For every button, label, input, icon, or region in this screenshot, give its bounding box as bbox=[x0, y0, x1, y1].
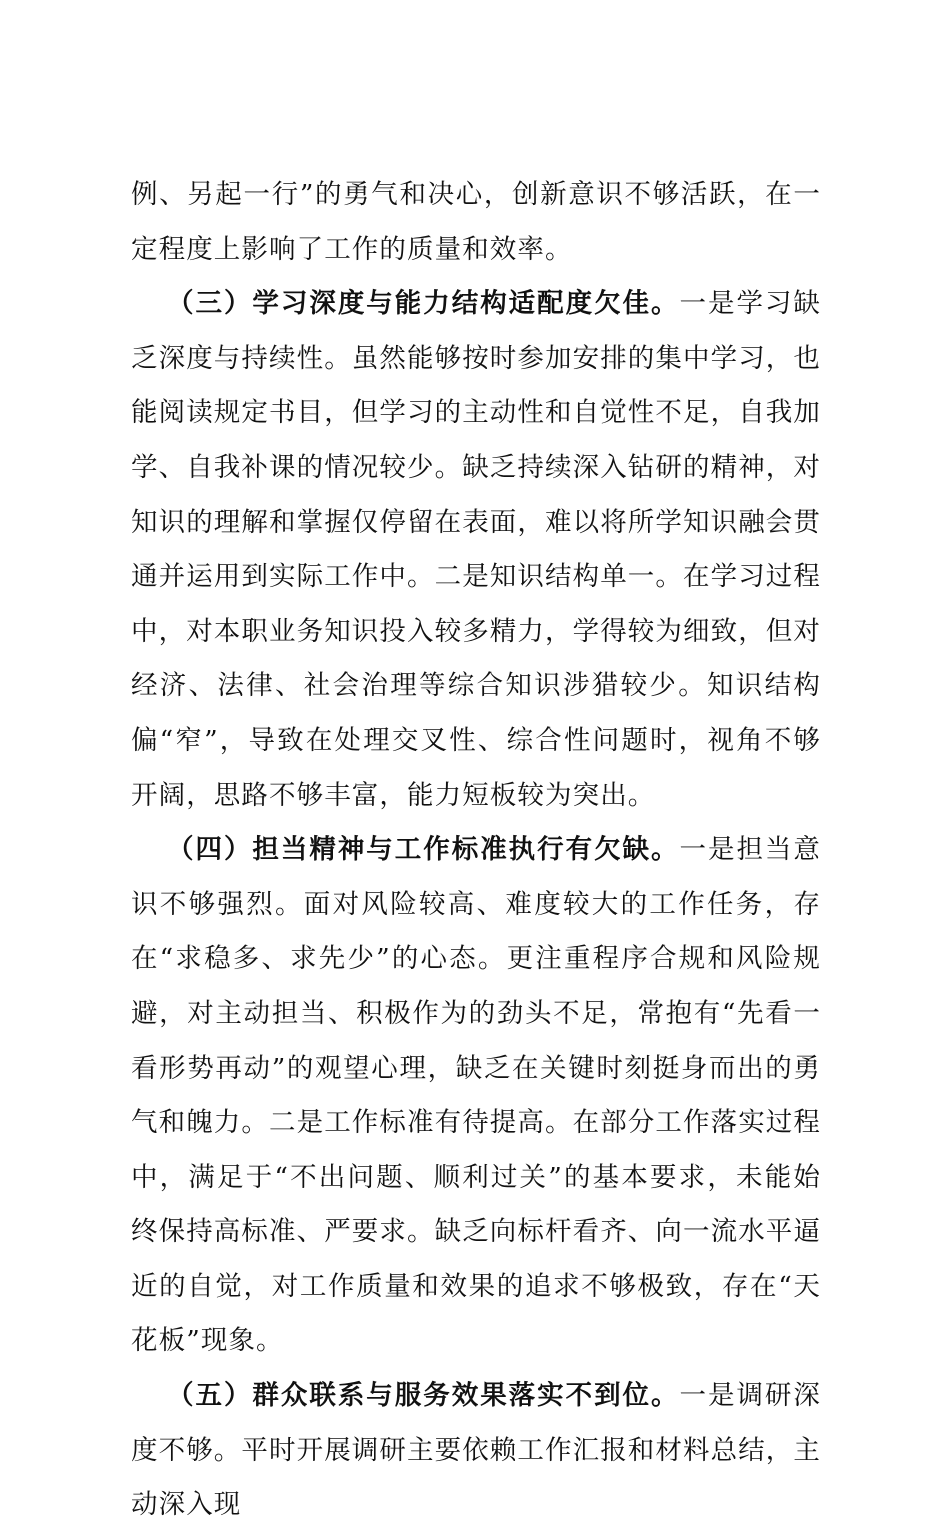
paragraph-continuation bbox=[131, 168, 821, 277]
section-heading: （五）群众联系与服务效果落实不到位。 bbox=[167, 1380, 680, 1412]
paragraph-section-3 bbox=[131, 277, 821, 823]
section-heading: （四）担当精神与工作标准执行有欠缺。 bbox=[167, 834, 680, 866]
document-body bbox=[131, 168, 821, 1533]
paragraph-body: 例、另起一行”的勇气和决心，创新意识不够活跃，在一定程度上影响了工作的质量和效率。 bbox=[131, 179, 821, 265]
paragraph-body: 一是学习缺乏深度与持续性。虽然能够按时参加安排的集中学习，也能阅读规定书目，但学习的主动性和自觉性不足，自我加学、自我补课的情况较少。缺乏持续深入钻研的精神，对知识的理解和掌握仅停留在表面，难以将所学知识融会贯通并运用到实际工作中。二是知识结构单一。在学习过程中，对本职业务知识投入较多精力，学得较为细致，但对经济、法律、社会治理等综合知识涉猎较少。知识结构偏“窄”，导致在处理交叉性、综合性问题时，视角不够开阔，思路不够丰富，能力短板较为突出。 bbox=[131, 288, 821, 811]
paragraph-section-5 bbox=[131, 1369, 821, 1533]
paragraph-section-4 bbox=[131, 823, 821, 1369]
section-heading: （三）学习深度与能力结构适配度欠佳。 bbox=[167, 288, 680, 320]
paragraph-body: 一是担当意识不够强烈。面对风险较高、难度较大的工作任务，存在“求稳多、求先少”的心态。更注重程序合规和风险规避，对主动担当、积极作为的劲头不足，常抱有“先看一看形势再动”的观望心理，缺乏在关键时刻挺身而出的勇气和魄力。二是工作标准有待提高。在部分工作落实过程中，满足于“不出问题、顺利过关”的基本要求，未能始终保持高标准、严要求。缺乏向标杆看齐、向一流水平逼近的自觉，对工作质量和效果的追求不够极致，存在“天花板”现象。 bbox=[131, 834, 821, 1357]
paragraph-body: 一是调研深度不够。平时开展调研主要依赖工作汇报和材料总结，主动深入现 bbox=[131, 1380, 821, 1521]
